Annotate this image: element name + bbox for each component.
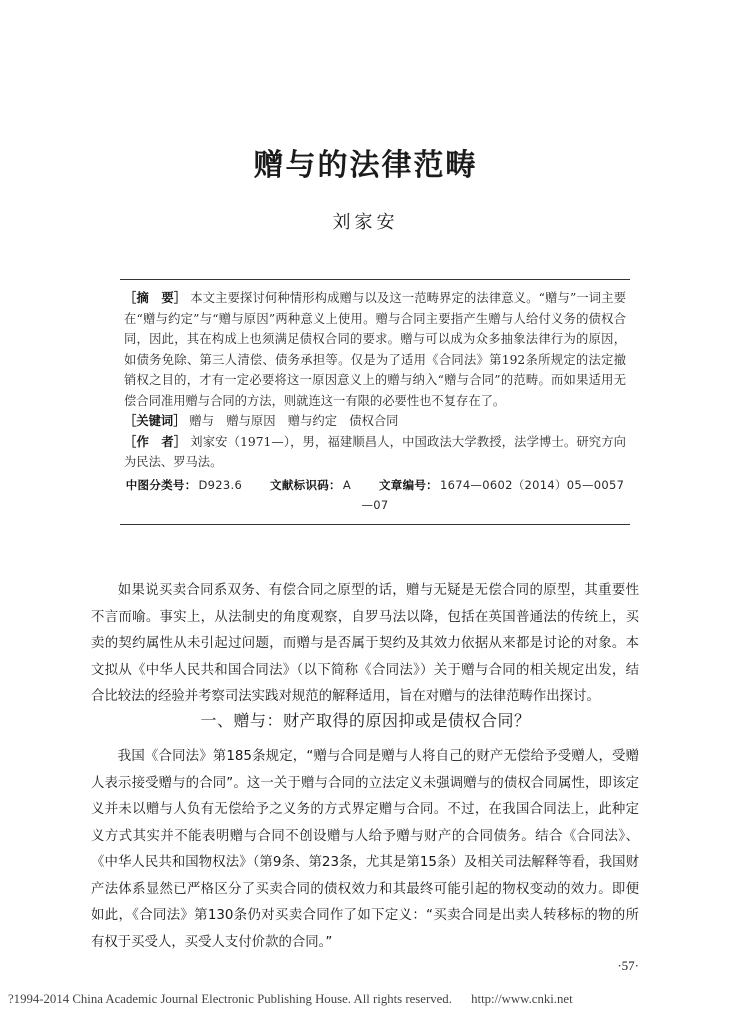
- abstract-paragraph: [120, 288, 630, 411]
- clc-label: 中图分类号：: [125, 477, 197, 492]
- keywords-paragraph: [120, 411, 630, 432]
- article-author: 刘家安: [332, 212, 399, 233]
- clc-value: D923.6: [198, 477, 243, 492]
- abstract-text: 本文主要探讨何种情形构成赠与以及这一范畴界定的法律意义。“赠与”一词主要在“赠与约定”与“赠与原因”两种意义上使用。赠与合同主要指产生赠与人给付义务的债权合同，因此，其在构成上也须满足债权合同的要求。赠与可以成为众多抽象法律行为的原因，如债务免除、第三人清偿、债务承担等。仅是为了适用《合同法》第192条所规定的法定撤销权之目的，才有一定必要将这一原因意义上的赠与纳入“赠与合同”的范畴。而如果适用无偿合同准用赠与合同的方法，则就连这一有限的必要性也不复存在了。: [124, 291, 626, 408]
- doc-code-label: 文献标识码：: [270, 477, 341, 492]
- abstract-box: [120, 279, 630, 525]
- footer-url: http://www.cnki.net: [471, 992, 573, 1006]
- footer-copyright: ?1994-2014 China Academic Journal Electronic Publishing House. All rights reserved.: [8, 992, 452, 1006]
- abstract-label: ［摘 要］: [124, 291, 187, 305]
- author-info-text: 刘家安（1971—），男，福建顺昌人，中国政法大学教授，法学博士。研究方向为民法、罗马法。: [124, 434, 626, 469]
- author-info-label: ［作 者］: [124, 434, 187, 449]
- article-number-value: 1674—0602（2014）05—0057—07: [361, 477, 625, 512]
- footer: [8, 992, 573, 1007]
- section-heading: 一、赠与：财产取得的原因抑或是债权合同？: [200, 711, 531, 730]
- keywords-text: 赠与 赠与原因 赠与约定 债权合同: [189, 414, 399, 428]
- body-paragraph: 如果说买卖合同系双务、有偿合同之原型的话，赠与无疑是无偿合同的原型，其重要性不言而喻。事实上，从法制史的角度观察，自罗马法以降，包括在英国普通法的传统上，买卖的契约属性从未引起过问题，而赠与是否属于契约及其效力依据从来都是讨论的对象。本文拟从《中华人民共和国合同法》（以下简称《合同法》）关于赠与合同的相关规定出发，结合比较法的经验并考察司法实践对规范的解释适用，旨在对赠与的法律范畴作出探讨。: [91, 583, 639, 704]
- doc-code-value: A: [342, 477, 352, 492]
- body-paragraph: 我国《合同法》第185条规定，“赠与合同是赠与人将自己的财产无偿给予受赠人，受赠人表示接受赠与的合同”。这一关于赠与合同的立法定义未强调赠与的债权合同属性，即该定义并未以赠与人负有无偿给予之义务的方式界定赠与合同。不过，在我国合同法上，此种定义方式其实并不能表明赠与合同不创设赠与人给予赠与财产的合同债务。结合《合同法》、《中华人民共和国物权法》（第9条、第23条，尤其是第15条）及相关司法解释等看，我国财产法体系显然已严格区分了买卖合同的债权效力和其最终可能引起的物权变动的效力。即便如此，《合同法》第130条仍对买卖合同作了如下定义：“买卖合同是出卖人转移标的物的所有权于买受人，买受人支付价款的合同。”: [91, 749, 639, 950]
- article-number-label: 文章编号：: [378, 477, 438, 492]
- author-info-paragraph: [120, 432, 630, 473]
- article-title: 赠与的法律范畴: [253, 148, 478, 183]
- body-paragraph-section-one: [91, 744, 639, 956]
- classification-line: [120, 475, 630, 516]
- body-paragraph-intro: [91, 578, 639, 711]
- keywords-label: ［关键词］: [124, 414, 186, 428]
- page-number: ·57·: [617, 958, 639, 973]
